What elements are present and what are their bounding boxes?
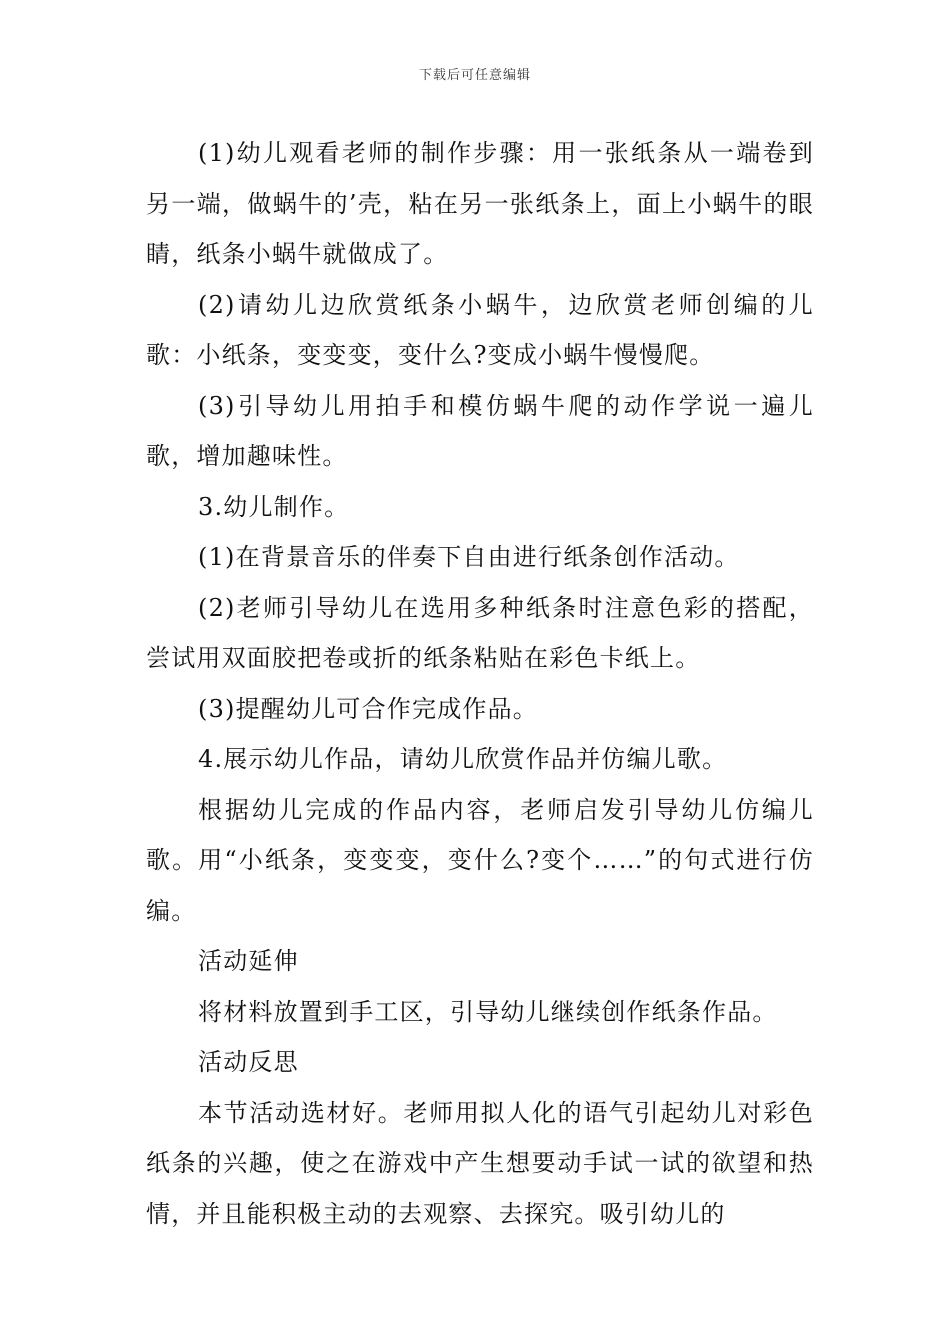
- section-heading-4: 4.展示幼儿作品，请幼儿欣赏作品并仿编儿歌。: [198, 745, 728, 773]
- document-body: [146, 128, 814, 1239]
- paragraph-step-1-1: (1)幼儿观看老师的制作步骤：用一张纸条从一端卷到另一端，做蜗牛的’壳，粘在另一张纸条上，面上小蜗牛的眼睛，纸条小蜗牛就做成了。: [146, 139, 814, 268]
- paragraph-step-1-3: (3)引导幼儿用拍手和模仿蜗牛爬的动作学说一遍儿歌，增加趣味性。: [146, 391, 814, 470]
- paragraph-step-3-1: (1)在背景音乐的伴奏下自由进行纸条创作活动。: [198, 543, 740, 571]
- section-heading-reflection: 活动反思: [198, 1048, 299, 1076]
- paragraph-step-3-2: (2)老师引导幼儿在选用多种纸条时注意色彩的搭配，尝试用双面胶把卷或折的纸条粘贴在彩色卡纸上。: [146, 593, 814, 672]
- section-heading-extension: 活动延伸: [198, 947, 299, 975]
- page-header-note: 下载后可任意编辑: [418, 68, 531, 83]
- paragraph-extension-body: 将材料放置到手工区，引导幼儿继续创作纸条作品。: [198, 997, 778, 1026]
- section-heading-3: 3.幼儿制作。: [198, 492, 350, 521]
- paragraph-step-4-body: 根据幼儿完成的作品内容，老师启发引导幼儿仿编儿歌。用“小纸条，变变变，变什么?变个……”的句式进行仿编。: [146, 795, 814, 925]
- paragraph-step-3-3: (3)提醒幼儿可合作完成作品。: [198, 694, 538, 723]
- paragraph-reflection-body: 本节活动选材好。老师用拟人化的语气引起幼儿对彩色纸条的兴趣，使之在游戏中产生想要动手试一试的欲望和热情，并且能积极主动的去观察、去探究。吸引幼儿的: [146, 1098, 814, 1228]
- paragraph-step-1-2: (2)请幼儿边欣赏纸条小蜗牛，边欣赏老师创编的儿歌：小纸条，变变变，变什么?变成小蜗牛慢慢爬。: [146, 290, 814, 369]
